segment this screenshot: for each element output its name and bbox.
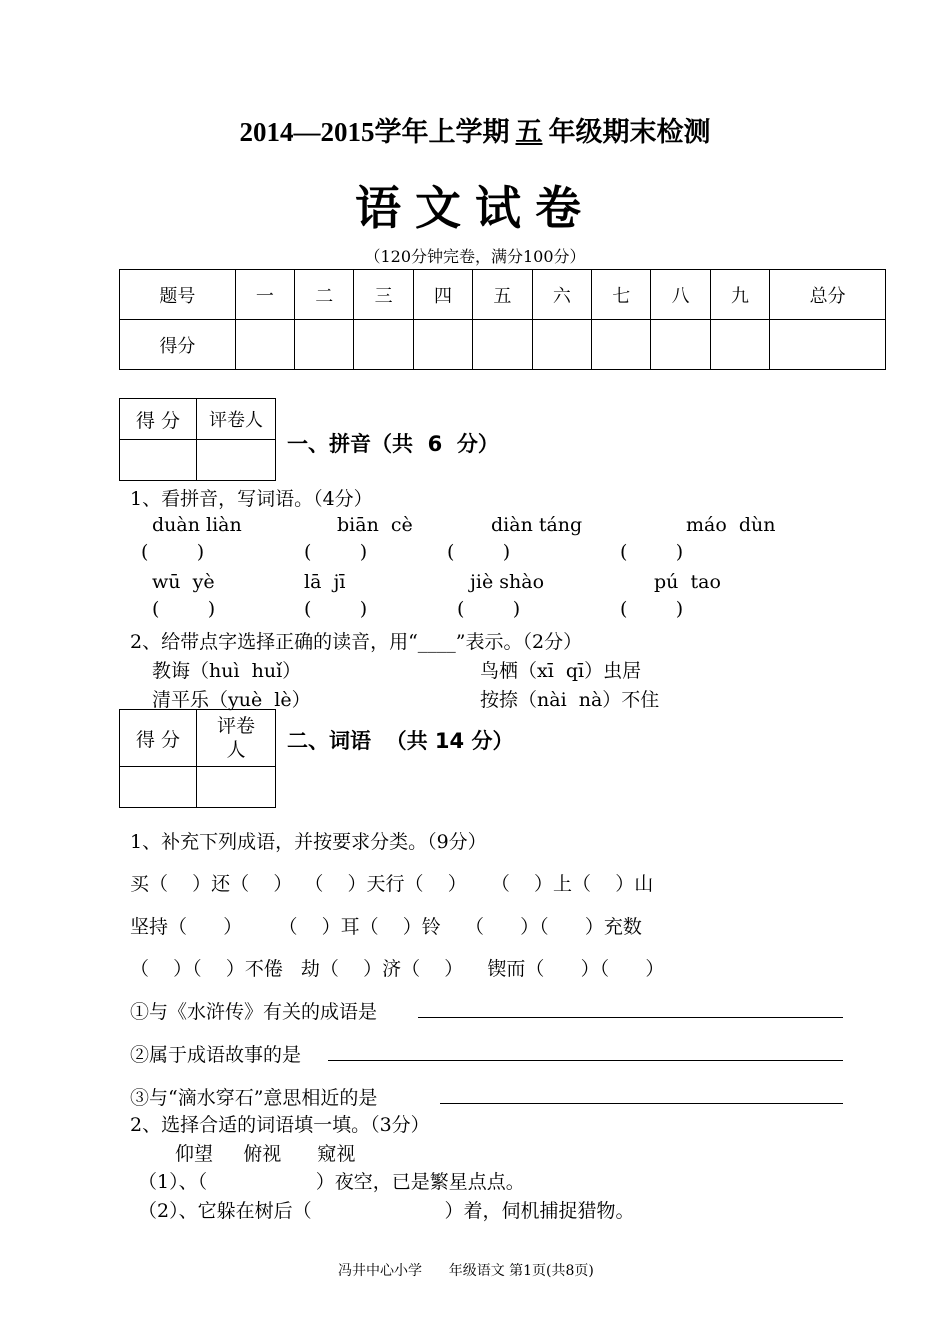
- grader-box-1: [119, 398, 276, 481]
- reading-choice: 鸟栖（xī qī）虫居: [480, 660, 642, 682]
- score-cell[interactable]: [413, 320, 472, 370]
- pinyin-item: jiè shào: [470, 571, 545, 593]
- col-total: 总分: [770, 270, 886, 320]
- grader-label: [197, 710, 276, 767]
- exam-note: （120分钟完卷，满分100分）: [364, 247, 586, 266]
- pinyin-item: biān cè: [337, 514, 413, 536]
- grader-label-part: 评卷: [217, 715, 256, 737]
- row-label: 题号: [120, 270, 236, 320]
- score-table: [119, 269, 886, 370]
- col-3: 三: [354, 270, 413, 320]
- answer-blank[interactable]: ( ): [447, 541, 511, 563]
- reading-choice: 按捺（nài nà）不住: [480, 689, 660, 711]
- idiom-row: （ ）（ ）不倦 劫（ ）济（ ） 锲而（ ）（ ）: [130, 958, 665, 980]
- score-cell[interactable]: [770, 320, 886, 370]
- s1-question-2: 2、给带点字选择正确的读音，用“____”表示。（2分）: [130, 631, 583, 653]
- col-6: 六: [532, 270, 591, 320]
- grader-score-cell[interactable]: [120, 767, 197, 808]
- section1-title: 一、拼音（共 6 分）: [287, 432, 499, 456]
- score-cell[interactable]: [295, 320, 354, 370]
- pinyin-item: wū yè: [152, 571, 215, 593]
- grader-label: 评卷人: [197, 399, 276, 440]
- grader-sign-cell[interactable]: [197, 767, 276, 808]
- pinyin-item: lā jī: [304, 571, 346, 593]
- idiom-row: 买（ ）还（ ） （ ）天行（ ） （ ）上（ ）山: [130, 873, 654, 895]
- col-9: 九: [710, 270, 769, 320]
- answer-line[interactable]: [440, 1103, 843, 1104]
- sub-question-2: ②属于成语故事的是: [130, 1044, 302, 1066]
- answer-blank[interactable]: ( ): [141, 541, 205, 563]
- score-cell[interactable]: [532, 320, 591, 370]
- word-choices: 仰望 俯视 窥视: [175, 1143, 356, 1165]
- answer-blank[interactable]: ( ): [457, 598, 521, 620]
- grader-sign-cell[interactable]: [197, 440, 276, 481]
- answer-blank[interactable]: ( ): [620, 598, 684, 620]
- col-2: 二: [295, 270, 354, 320]
- col-1: 一: [235, 270, 294, 320]
- grade-value: 五: [515, 117, 543, 147]
- score-cell[interactable]: [592, 320, 651, 370]
- pinyin-item: duàn liàn: [152, 514, 242, 536]
- grader-label-part: 人: [226, 739, 246, 761]
- title-prefix: 2014—2015学年上学期: [239, 117, 510, 147]
- subject-title: 语文试卷: [355, 181, 595, 235]
- answer-line[interactable]: [328, 1060, 843, 1061]
- pinyin-item: pú tao: [654, 571, 721, 593]
- s2-question-1: 1、补充下列成语，并按要求分类。（9分）: [130, 831, 487, 853]
- score-cell[interactable]: [235, 320, 294, 370]
- score-table-score-row: [120, 320, 886, 370]
- row-label: 得分: [120, 320, 236, 370]
- reading-choice: 清平乐（yuè lè）: [152, 689, 311, 711]
- page-footer: 冯井中心小学 年级语文 第1页(共8页): [338, 1263, 594, 1279]
- answer-blank[interactable]: ( ): [620, 541, 684, 563]
- grader-box-2: [119, 709, 276, 808]
- exam-title: [0, 110, 950, 149]
- col-8: 八: [651, 270, 710, 320]
- sub-question-3: ③与“滴水穿石”意思相近的是: [130, 1087, 378, 1109]
- pinyin-item: diàn táng: [491, 514, 583, 536]
- title-suffix: 年级期末检测: [548, 117, 711, 147]
- answer-line[interactable]: [418, 1017, 843, 1018]
- section2-title: 二、词语 （共 14 分）: [287, 729, 514, 753]
- reading-choice: 教诲（huì huǐ）: [152, 660, 302, 682]
- s2-question-2: 2、选择合适的词语填一填。（3分）: [130, 1114, 430, 1136]
- s1-question-1: 1、看拼音，写词语。（4分）: [130, 488, 373, 510]
- answer-blank[interactable]: ( ): [304, 598, 368, 620]
- grader-score-cell[interactable]: [120, 440, 197, 481]
- col-5: 五: [473, 270, 532, 320]
- score-label: 得 分: [120, 399, 197, 440]
- sub-question-1: ①与《水浒传》有关的成语是: [130, 1001, 378, 1023]
- fill-sentence-1: （1）、（ ）夜空，已是繁星点点。: [138, 1171, 525, 1193]
- answer-blank[interactable]: ( ): [304, 541, 368, 563]
- score-label: 得 分: [120, 710, 197, 767]
- pinyin-item: máo dùn: [686, 514, 776, 536]
- score-cell[interactable]: [354, 320, 413, 370]
- score-cell[interactable]: [710, 320, 769, 370]
- score-cell[interactable]: [651, 320, 710, 370]
- idiom-row: 坚持（ ） （ ）耳（ ）铃 （ ）（ ）充数: [130, 916, 642, 938]
- col-7: 七: [592, 270, 651, 320]
- score-table-header-row: [120, 270, 886, 320]
- fill-sentence-2: （2）、它躲在树后（ ）着，伺机捕捉猎物。: [138, 1200, 635, 1222]
- col-4: 四: [413, 270, 472, 320]
- score-cell[interactable]: [473, 320, 532, 370]
- answer-blank[interactable]: ( ): [152, 598, 216, 620]
